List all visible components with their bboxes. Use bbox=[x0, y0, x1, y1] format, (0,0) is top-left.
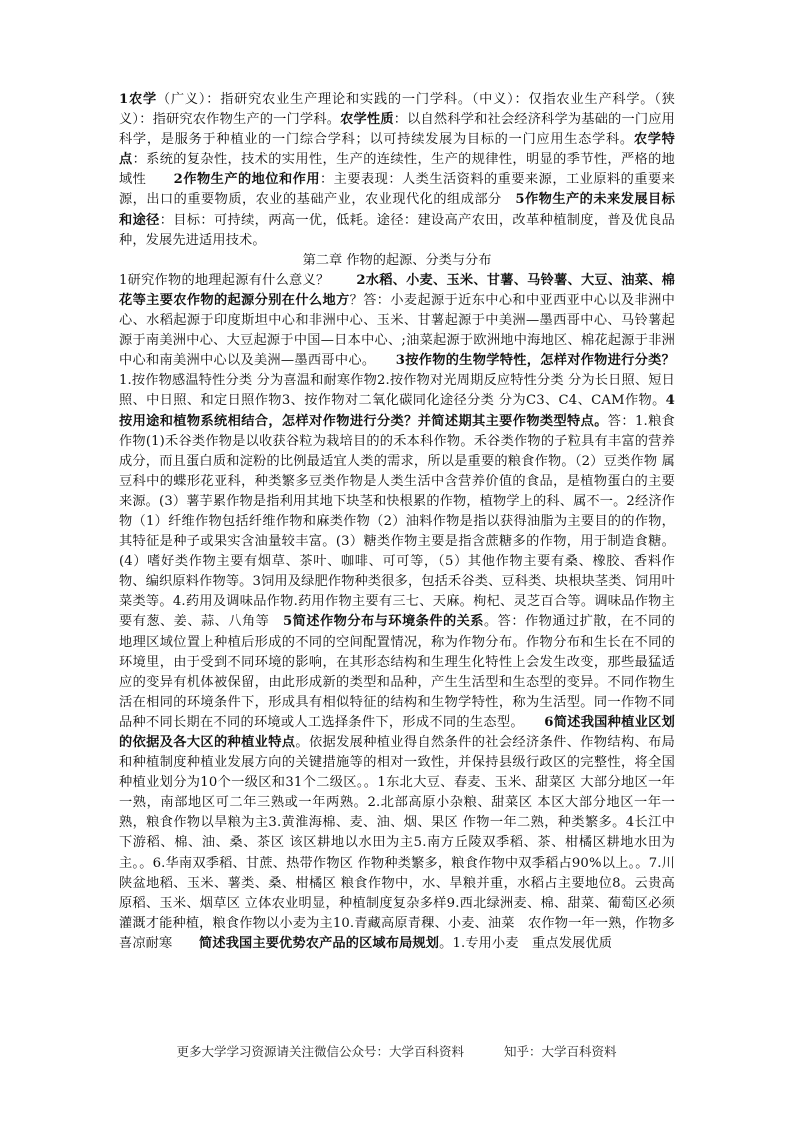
question-6-regions: 6简述我国种植业区划的依据及各大区的种植业特点 bbox=[119, 714, 675, 750]
text: 。1.专用小麦 重点发展优质 bbox=[439, 935, 613, 951]
question-layout-plan: 简述我国主要优势农产品的区域布局规划 bbox=[199, 935, 440, 951]
question-5: 5作物生产的未来发展目标和途径 bbox=[119, 192, 675, 228]
text: 答：1.粮食作物(1)禾谷类作物是以收获谷粒为栽培目的的禾本科作物。禾谷类作物的子粒具有丰富的营养成分，而且蛋白质和淀粉的比例最适宜人类的需求，所以是重要的粮食作物。（2）豆类作物 属豆科中的蝶形花亚科，种类繁多豆类作物是人类生活中含营养价值的食品，是植物蛋白的主要来源。(3）薯芋累作物是指利用其地下块茎和快根累的作物，植物学上的科、属不一。2经济作物（1）纤维作物包括纤维作物和麻类作物（2）油料作物是指以获得油脂为主要目的的作物，其特征是种子或果实含油量较丰富。(3）糖类作物主要是指含蔗糖多的作物，用于制造食糖。(4）嗜好类作物主要有烟草、茶叶、咖啡、可可等，（5）其他作物主要有桑、橡胶、香料作物、编织原料作物等。3饲用及绿肥作物种类很多，包括禾谷类、豆科类、块根块茎类、饲用叶菜类等。4.药用及调味品作物.药用作物主要有三七、天麻。枸杞、灵芝百合等。调味品作物主要有葱、姜、蒜、八角等 bbox=[119, 413, 675, 630]
term-agronomy-nature: 农学性质 bbox=[340, 112, 394, 128]
text: 1.按作物感温特性分类 分为喜温和耐寒作物2.按作物对光周期反应特性分类 分为长日照、短日照、中日照、和定日照作物3、按作物对二氧化碳同化途径分类 分为C3、C4、CAM作物。 bbox=[119, 373, 675, 409]
term-agronomy: 1农学 bbox=[119, 92, 157, 107]
question-3-classification: 3按作物的生物学特性，怎样对作物进行分类？ bbox=[395, 353, 675, 369]
term-agronomy-features: 农学特点 bbox=[119, 132, 676, 168]
text: 。依据发展种植业得自然条件的社会经济条件、作物结构、布局和种植制度种植业发展方向的关键措施等的相对一致性，并保持县级行政区的完整性，将全国种植业划分为10个一级区和31个二级区。。1东北大豆、春麦、玉米、甜菜区 大部分地区一年一熟，南部地区可二年三熟或一年两熟。2.北部高原小杂粮、甜菜区 本区大部分地区一年一熟，粮食作物以旱粮为主3.黄淮海棉、麦、油、烟、果区 作物一年二熟，种类繁多。4长江中下游稻、棉、油、桑、茶区 该区耕地以水田为主5.南方丘陵双季稻、茶、柑橘区耕地水田为主。。6.华南双季稻、甘蔗、热带作物区 作物种类繁多，粮食作物中双季稻占90%以上。。7.川陕盆地稻、玉米、薯类、桑、柑橘区 粮食作物中，水、旱粮并重，水稻占主要地位8。云贵高原稻、玉米、烟草区 立体农业明显，种植制度复杂多样9.西北绿洲麦、棉、甜菜、葡萄区必须灌溉才能种植，粮食作物以小麦为主10.青藏高原青稞、小麦、油菜 农作物一年一熟，作物多喜凉耐寒 bbox=[119, 735, 676, 951]
text: （广义）：指研究农业生产理论和实践的一门学科。（中义）：仅指农业生产科学。（狭义）：指研究农作物生产的一门学科。 bbox=[119, 92, 675, 128]
question-5-distribution: 5简述作物分布与环境条件的关系 bbox=[283, 614, 484, 630]
footer-zhihu: 知乎：大学百科资料 bbox=[503, 1044, 617, 1059]
page-footer bbox=[0, 1042, 793, 1060]
question-1: 1研究作物的地理起源有什么意义？ bbox=[119, 272, 357, 288]
text: ：目标：可持续，两高一优，低耗。途径：建设高产农田，改革种植制度，普及优良品种，发展先进适用技术。 bbox=[119, 212, 675, 248]
paragraph-intro bbox=[119, 90, 675, 251]
question-2: 2作物生产的地位和作用 bbox=[173, 172, 320, 188]
question-4-classification: 4按用途和植物系统相结合，怎样对作物进行分类？并简述期其主要作物类型特点。 bbox=[119, 393, 675, 429]
question-2-origin: 2水稻、小麦、玉米、甘薯、马铃薯、大豆、油菜、棉花等主要农作物的起源分别在什么地方 bbox=[119, 272, 675, 308]
chapter-title: 第二章 作物的起源、分类与分布 bbox=[302, 252, 492, 268]
text: 。答：作物通过扩散，在不同的地理区域位置上种植后形成的不同的空间配置情况，称为作物分布。作物分布和生长在不同的环境里，由于受到不同环境的影响，在其形态结构和生理生化特性上会发生改变，那些最猛适应的变异有机体被保留，由此形成新的类型和品种，产生生活型和生态型的变异。不同作物生活在相同的环境条件下，形成具有相似特征的结构和生物学特性，称为生活型。同一作物不同品种不同长期在不同的环境或人工选择条件下，形成不同的生态型。 bbox=[119, 614, 675, 730]
text: ：主要表现：人类生活资料的重要来源，工业原料的重要来源，出口的重要物质，农业的基础产业，农业现代化的组成部分 bbox=[119, 172, 675, 208]
paragraph-chapter2 bbox=[119, 271, 675, 954]
footer-wechat: 更多大学学习资源请关注微信公众号：大学百科资料 bbox=[176, 1044, 464, 1059]
text: ：以自然科学和社会经济科学为基础的一门应用科学，是服务于种植业的一门综合学科；以可持续发展为目标的一门应用生态学科。 bbox=[119, 112, 675, 148]
text: ：系统的复杂性，技术的实用性，生产的连续性，生产的规律性，明显的季节性，严格的地域性 bbox=[119, 152, 676, 188]
document-body bbox=[119, 90, 675, 954]
text: ？答：小麦起源于近东中心和中亚西亚中心以及非洲中心、水稻起源于印度斯坦中心和非洲中心、玉米、甘薯起源于中美洲—墨西哥中心、马铃薯起源于南美洲中心、大豆起源于中国—日本中心、;油菜起源于欧洲地中海地区、棉花起源于非洲中心和南美洲中心以及美洲—墨西哥中心。 bbox=[119, 292, 675, 369]
